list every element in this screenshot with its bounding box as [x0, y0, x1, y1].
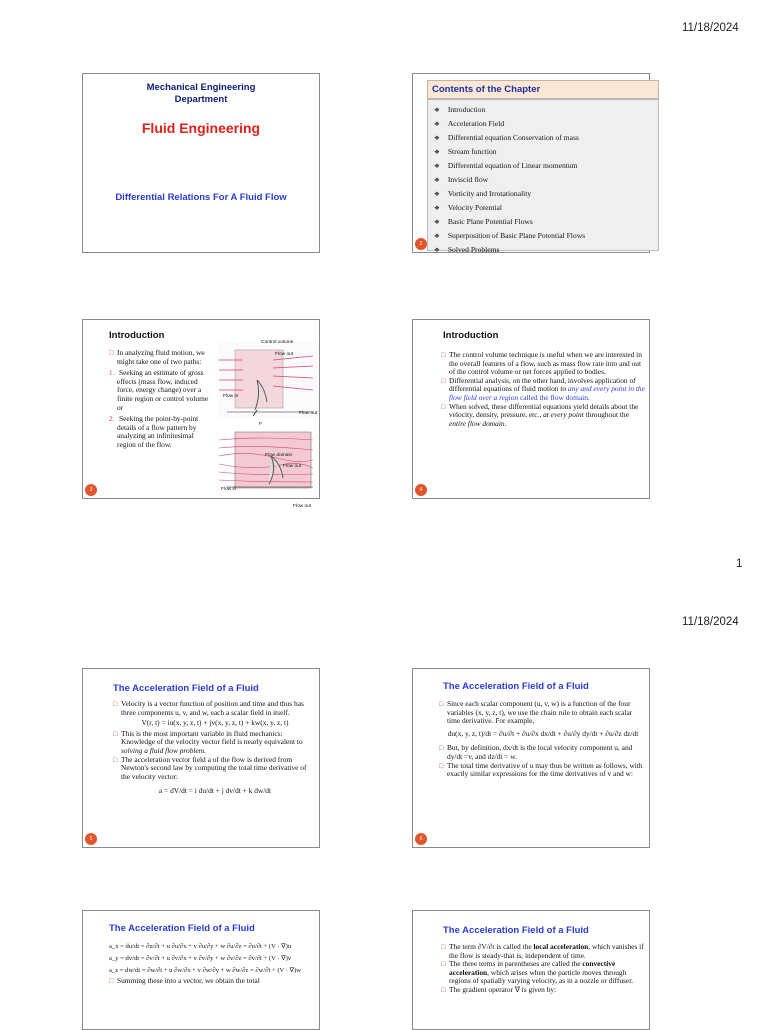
bullet: □ When solved, these differential equations yield details about the velocity, density, pressure, etc., at every point throughout the entire flow domain.: [441, 401, 639, 428]
label-control-volume: Control volume: [261, 340, 294, 345]
diamond-bullet-icon: ❖: [434, 121, 440, 128]
contents-item: ❖ Differential equation Conservation of mass: [434, 133, 579, 142]
equation-ax: a_x = du/dt = ∂u/∂t + u ∂u/∂x + v ∂u/∂y + w ∂u/∂z = ∂u/∂t + (V · ∇)u: [109, 943, 292, 950]
contents-item: ❖ Solved Problems: [434, 245, 500, 254]
slide-heading: Introduction: [109, 330, 165, 341]
slide-number: 5: [85, 833, 97, 845]
bullet: □ The acceleration vector field a of the flow is derived from Newton's second law by computing the total time derivative of the velocity vector:: [113, 754, 307, 781]
diamond-bullet-icon: ❖: [434, 233, 440, 240]
diamond-bullet-icon: ❖: [434, 177, 440, 184]
contents-item: ❖ Velocity Potential: [434, 203, 503, 212]
page-number: 1: [736, 558, 743, 570]
bullet: □ The total time derivative of u may thus be written as follows, with exactly similar expressions for the time derivatives of v and w:: [439, 760, 643, 779]
slide-acceleration-3: [82, 910, 320, 1030]
slide-heading: The Acceleration Field of a Fluid: [109, 923, 255, 934]
label-flow-out-4: Flow out: [293, 504, 312, 509]
slide-heading: The Acceleration Field of a Fluid: [113, 683, 259, 694]
contents-item: ❖ Differential equation of Linear momentum: [434, 161, 578, 170]
control-volume-diagram: [217, 340, 319, 496]
slide-number: 3: [85, 484, 97, 496]
bullet: □ In analyzing fluid motion, we might take one of two paths:: [109, 348, 205, 366]
slide-heading: The Acceleration Field of a Fluid: [443, 681, 589, 692]
slide-introduction-2: [412, 319, 650, 499]
page-date: 11/18/2024: [682, 22, 739, 34]
slide-acceleration-2: [412, 668, 650, 848]
contents-list: [427, 99, 659, 254]
slide-acceleration-1: [82, 668, 320, 848]
page-date: 11/18/2024: [682, 616, 739, 628]
equation-az: a_z = dw/dt = ∂w/∂t + u ∂w/∂x + v ∂w/∂y + w ∂w/∂z = ∂w/∂t + (V · ∇)w: [109, 967, 302, 974]
label-flow-in: Flow in: [223, 394, 239, 399]
bullet: □ The three terms in parentheses are called the convective acceleration, which arises when the particle moves through regions of spatially varying velocity, as in a nozzle or diffuser.: [441, 959, 634, 986]
contents-item: ❖ Vorticity and Irrotationality: [434, 189, 532, 198]
slide-number: 4: [415, 484, 427, 496]
bullet: □ This is the most important variable in fluid mechanics: Knowledge of the velocity vector field is nearly equivalent to solving a fluid flow problem.: [113, 728, 303, 755]
slide-number: 2: [415, 238, 427, 250]
contents-item: ❖ Basic Plane Potential Flows: [434, 217, 533, 226]
contents-item: ❖ Superposition of Basic Plane Potential Flows: [434, 231, 586, 240]
slide-number: 6: [415, 833, 427, 845]
slide-acceleration-4: [412, 910, 650, 1030]
bullet: □ The control volume technique is useful when we are interested in the overall features of a flow, such as mass flow rate into and out of the control volume or net forces applied to bodies.: [441, 350, 642, 377]
contents-item: ❖ Inviscid flow: [434, 175, 489, 184]
department-label: Mechanical Engineering Department: [146, 82, 256, 105]
bullet: □ The term ∂V/∂t is called the local acceleration, which vanishes if the flow is steady-that is, independent of time.: [441, 942, 644, 960]
contents-heading: Contents of the Chapter: [427, 80, 659, 99]
numbered-item: 2. Seeking the point-by-point details of a flow pattern by analyzing an infinitesimal region of the flow.: [109, 414, 199, 449]
bullet: □ Differential analysis, on the other hand, involves application of differential equations of fluid motion to any and every point in the flow field over a region called the flow domain.: [441, 375, 645, 402]
label-flow-in-2: Flow in: [221, 487, 237, 492]
bullet: □ Summing these into a vector, we obtain the total: [109, 976, 260, 985]
label-flow-out-2: Flow out: [299, 411, 318, 416]
contents-item: ❖ Acceleration Field: [434, 119, 505, 128]
slide-title: [82, 73, 320, 253]
bullet: □ But, by definition, dx/dt is the local velocity component u, and dy/dt =v, and dz/dt = w.: [439, 743, 633, 761]
slide-body: [109, 941, 319, 986]
slide-contents: [412, 73, 650, 253]
label-flow-out-3: Flow out: [283, 464, 302, 469]
slide-heading: The Acceleration Field of a Fluid: [443, 925, 589, 936]
slide-body: [109, 349, 213, 450]
diamond-bullet-icon: ❖: [434, 107, 440, 114]
equation-ay: a_y = dv/dt = ∂v/∂t + u ∂v/∂x + v ∂v/∂y + w ∂v/∂z = ∂v/∂t + (V · ∇)v: [109, 955, 292, 962]
chain-rule-equation: du(x, y, z, t)/dt = ∂u/∂t + ∂u/∂x dx/dt + ∂u/∂y dy/dt + ∂u/∂z dz/dt: [447, 728, 639, 738]
slide-body: [441, 943, 647, 995]
velocity-equation: V(r, t) = iu(x, y, z, t) + jv(x, y, z, t) + kw(x, y, z, t): [141, 718, 289, 728]
diamond-bullet-icon: ❖: [434, 191, 440, 198]
diamond-bullet-icon: ❖: [434, 149, 440, 156]
course-title: Fluid Engineering: [141, 120, 261, 136]
bullet: □ Since each scalar component (u, v, w) is a function of the four variables (x, y, z, t), we use the chain rule to obtain each scalar time derivative. For example,: [439, 699, 633, 726]
numbered-item: 1. Seeking an estimate of gross effects (mass flow, induced force, energy change) over a finite region or control volume or: [109, 368, 209, 412]
lecture-subtitle: Differential Relations For A Fluid Flow: [115, 192, 287, 203]
diamond-bullet-icon: ❖: [434, 219, 440, 226]
contents-item: ❖ Introduction: [434, 105, 486, 114]
label-flow-domain: Flow domain: [265, 453, 293, 458]
slide-introduction-1: [82, 319, 320, 509]
slide-body: [439, 700, 647, 779]
acceleration-equation: a = dV/dt = i du/dt + j dv/dt + k dw/dt: [158, 786, 272, 796]
diamond-bullet-icon: ❖: [434, 247, 440, 254]
diamond-bullet-icon: ❖: [434, 163, 440, 170]
bullet: □ Velocity is a vector function of position and time and thus has three components u, v, and w, each a scalar field in itself.: [113, 699, 304, 717]
label-flow-out: Flow out: [275, 352, 294, 357]
slide-body: [441, 351, 647, 428]
label-force: F: [259, 422, 262, 427]
slide-body: [113, 700, 317, 798]
diamond-bullet-icon: ❖: [434, 135, 440, 142]
diamond-bullet-icon: ❖: [434, 205, 440, 212]
contents-item: ❖ Stream function: [434, 147, 497, 156]
flow-figure: [217, 340, 319, 509]
bullet: □ The gradient operator ∇ is given by:: [441, 984, 557, 994]
slide-heading: Introduction: [443, 330, 499, 341]
